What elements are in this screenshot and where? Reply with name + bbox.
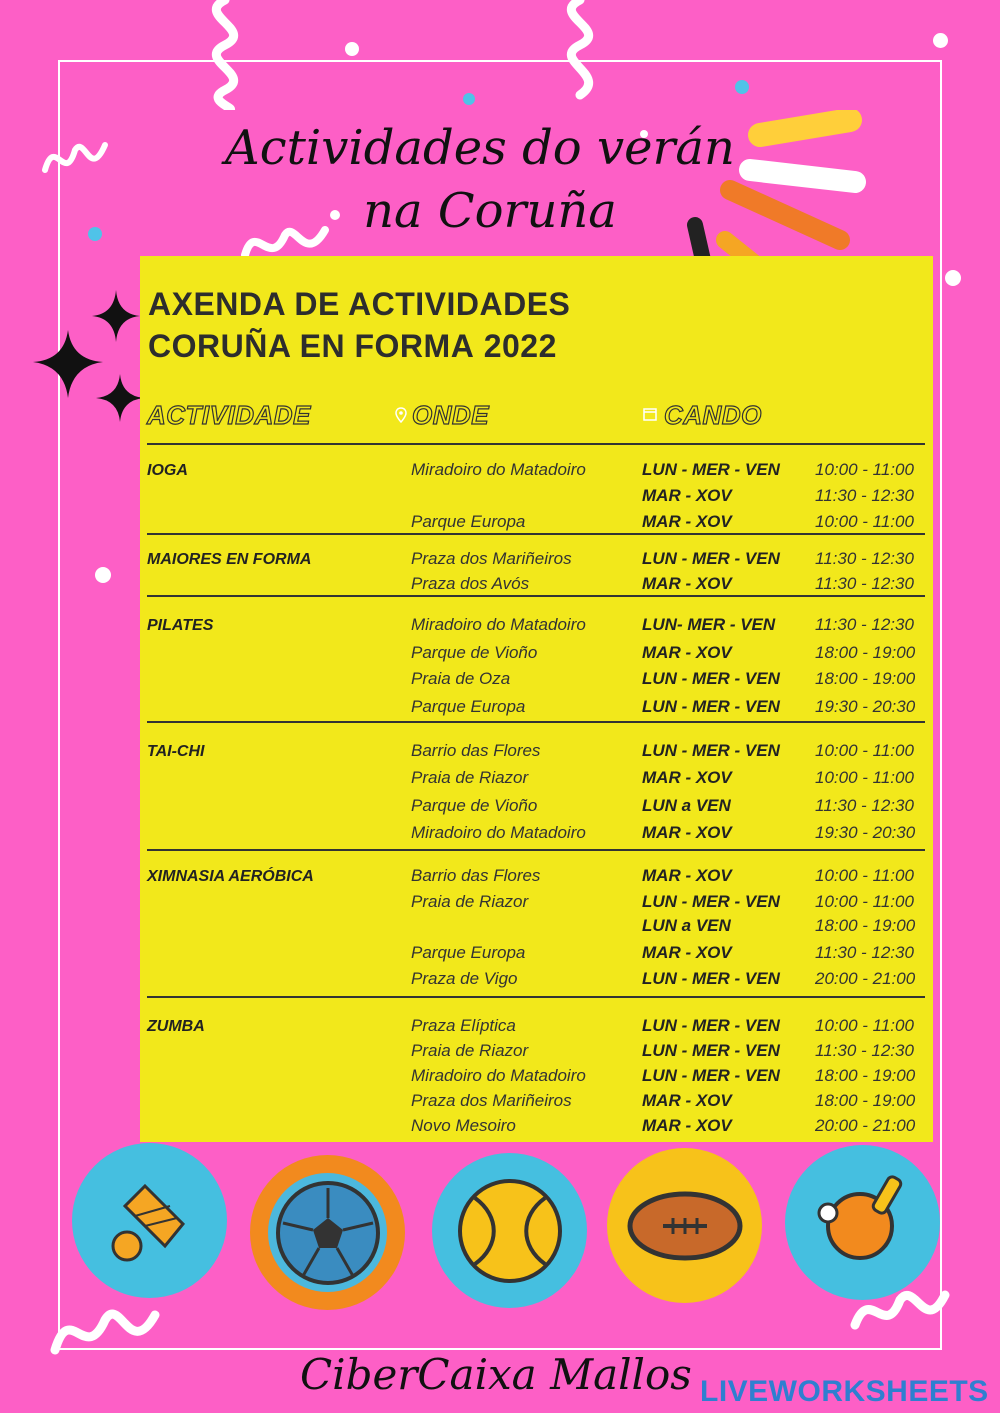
schedule-place: Miradoiro do Matadoiro <box>411 823 586 842</box>
schedule-days: MAR - XOV <box>642 823 732 842</box>
schedule-place: Praia de Riazor <box>411 768 529 787</box>
schedule-days: LUN - MER - VEN <box>642 892 780 911</box>
schedule-days: LUN a VEN <box>642 796 731 815</box>
sparkle-icon <box>28 290 148 430</box>
schedule-place: Praza dos Avós <box>411 574 530 593</box>
calendar-icon <box>643 407 657 425</box>
schedule-time: 18:00 - 19:00 <box>815 916 916 935</box>
schedule-time: 20:00 - 21:00 <box>815 1116 916 1135</box>
page-title-line1: Actividades do verán <box>225 120 735 176</box>
schedule-place: Praza de Vigo <box>411 969 518 988</box>
confetti-dot <box>735 80 749 94</box>
location-pin-icon <box>395 407 407 427</box>
schedule-place: Parque de Vioño <box>411 796 538 815</box>
badminton-shuttlecock-icon <box>72 1143 227 1298</box>
schedule-days: MAR - XOV <box>642 512 732 531</box>
confetti-dot <box>95 567 111 583</box>
page-title-line2: na Coruña <box>363 183 617 239</box>
tennis-ball-icon <box>432 1153 587 1308</box>
schedule-time: 10:00 - 11:00 <box>815 512 914 531</box>
schedule-place: Miradoiro do Matadoiro <box>411 1066 586 1085</box>
streamer-decoration <box>545 0 615 110</box>
schedule-time: 11:30 - 12:30 <box>815 549 914 568</box>
activity-name: PILATES <box>147 617 214 634</box>
agenda-subheading <box>148 328 557 365</box>
confetti-dot <box>945 270 961 286</box>
schedule-place: Miradoiro do Matadoiro <box>411 615 586 634</box>
activity-name: XIMNASIA AERÓBICA <box>147 868 314 885</box>
section-divider <box>147 595 925 597</box>
schedule-days: LUN - MER - VEN <box>642 697 780 716</box>
schedule-days: LUN - MER - VEN <box>642 1066 780 1085</box>
schedule-place: Miradoiro do Matadoiro <box>411 460 586 479</box>
schedule-time: 11:30 - 12:30 <box>815 943 914 962</box>
schedule-place: Parque Europa <box>411 512 526 531</box>
schedule-days: LUN - MER - VEN <box>642 549 780 568</box>
section-divider <box>147 849 925 851</box>
schedule-time: 11:30 - 12:30 <box>815 574 914 593</box>
column-header-place: ONDE <box>412 400 490 430</box>
agenda-heading: AXENDA DE ACTIVIDADES <box>148 286 571 322</box>
schedule-time: 10:00 - 11:00 <box>815 768 914 787</box>
section-divider <box>147 721 925 723</box>
schedule-days: MAR - XOV <box>642 574 732 593</box>
schedule-time: 10:00 - 11:00 <box>815 892 914 911</box>
schedule-time: 10:00 - 11:00 <box>815 741 914 760</box>
streamer-decoration <box>40 130 110 190</box>
heading-en-forma: EN FORMA <box>299 328 475 364</box>
schedule-days: LUN - MER - VEN <box>642 969 780 988</box>
schedule-time: 18:00 - 19:00 <box>815 643 916 662</box>
confetti-dot <box>88 227 102 241</box>
schedule-time: 10:00 - 11:00 <box>815 1016 914 1035</box>
schedule-days: MAR - XOV <box>642 486 732 505</box>
schedule-time: 20:00 - 21:00 <box>815 969 916 988</box>
schedule-place: Parque Europa <box>411 943 526 962</box>
schedule-place: Novo Mesoiro <box>411 1116 516 1135</box>
rugby-ball-icon <box>607 1148 762 1303</box>
confetti-dot <box>463 93 475 105</box>
schedule-place: Barrio das Flores <box>411 866 541 885</box>
column-header-activity: ACTIVIDADE <box>147 400 311 430</box>
streamer-decoration <box>185 0 265 110</box>
schedule-days: LUN a VEN <box>642 916 731 935</box>
confetti-dot <box>345 42 359 56</box>
activity-name: MAIORES EN FORMA <box>147 551 312 568</box>
schedule-days: MAR - XOV <box>642 866 732 885</box>
schedule-days: LUN- MER - VEN <box>642 615 776 634</box>
liveworksheets-watermark: LIVEWORKSHEETS <box>700 1375 989 1408</box>
schedule-time: 11:30 - 12:30 <box>815 615 914 634</box>
schedule-time: 11:30 - 12:30 <box>815 1041 914 1060</box>
schedule-time: 19:30 - 20:30 <box>815 697 916 716</box>
activity-name: ZUMBA <box>147 1018 205 1035</box>
schedule-days: MAR - XOV <box>642 943 732 962</box>
column-header-when: CANDO <box>664 400 762 430</box>
section-divider <box>147 533 925 535</box>
schedule-time: 18:00 - 19:00 <box>815 1091 916 1110</box>
schedule-place: Praia de Oza <box>411 669 511 688</box>
soccer-ball-icon <box>250 1155 405 1310</box>
schedule-place: Praza dos Mariñeiros <box>411 549 572 568</box>
schedule-place: Praza dos Mariñeiros <box>411 1091 572 1110</box>
schedule-place: Parque Europa <box>411 697 526 716</box>
schedule-days: MAR - XOV <box>642 1091 732 1110</box>
schedule-time: 18:00 - 19:00 <box>815 669 916 688</box>
section-divider <box>147 443 925 445</box>
schedule-place: Praia de Riazor <box>411 1041 529 1060</box>
schedule-time: 19:30 - 20:30 <box>815 823 916 842</box>
schedule-days: MAR - XOV <box>642 643 732 662</box>
schedule-days: LUN - MER - VEN <box>642 741 780 760</box>
schedule-days: LUN - MER - VEN <box>642 669 780 688</box>
schedule-place: Praza Elíptica <box>411 1016 516 1035</box>
schedule-time: 11:30 - 12:30 <box>815 796 914 815</box>
activity-name: IOGA <box>147 462 188 479</box>
schedule-days: LUN - MER - VEN <box>642 460 780 479</box>
schedule-days: MAR - XOV <box>642 768 732 787</box>
section-divider <box>147 996 925 998</box>
ping-pong-paddle-icon <box>785 1145 940 1300</box>
activity-name: TAI-CHI <box>147 743 205 760</box>
heading-city: CORUÑA <box>148 328 291 364</box>
schedule-time: 10:00 - 11:00 <box>815 866 914 885</box>
schedule-days: LUN - MER - VEN <box>642 1041 780 1060</box>
confetti-dot <box>933 33 948 48</box>
streamer-decoration <box>50 1290 160 1370</box>
schedule-time: 10:00 - 11:00 <box>815 460 914 479</box>
footer-brand: CiberCaixa Mallos <box>300 1350 692 1399</box>
schedule-time: 11:30 - 12:30 <box>815 486 914 505</box>
schedule-days: MAR - XOV <box>642 1116 732 1135</box>
schedule-place: Praia de Riazor <box>411 892 529 911</box>
schedule-time: 18:00 - 19:00 <box>815 1066 916 1085</box>
schedule-place: Barrio das Flores <box>411 741 541 760</box>
schedule-place: Parque de Vioño <box>411 643 538 662</box>
schedule-days: LUN - MER - VEN <box>642 1016 780 1035</box>
heading-year: 2022 <box>483 328 557 364</box>
